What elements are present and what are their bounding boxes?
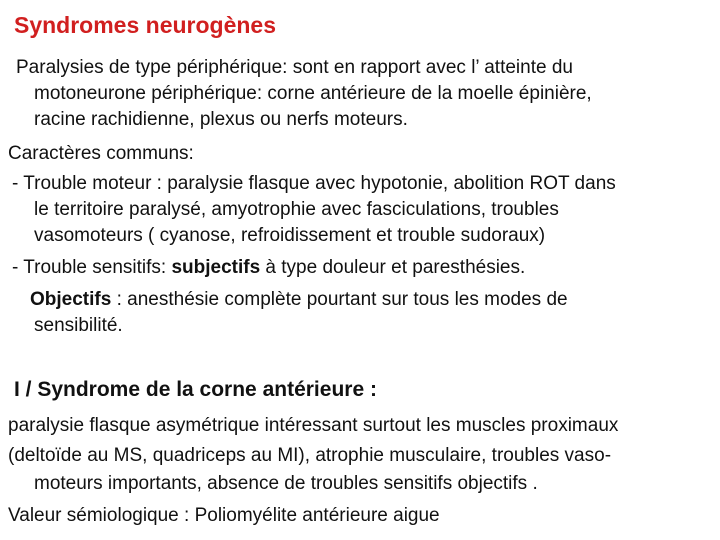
section-title: I / Syndrome de la corne antérieure : [14, 378, 377, 401]
objective-line [30, 288, 568, 312]
sensory-line [12, 256, 525, 280]
motor-line-2: le territoire paralysé, amyotrophie avec fasciculations, troubles [34, 199, 559, 220]
subjective-text: à type douleur et paresthésies. [260, 257, 526, 278]
common-heading: Caractères communs: [8, 143, 194, 164]
objective-line-2: sensibilité. [34, 315, 123, 336]
para1-line-2: motoneurone périphérique: corne antérieure de la moelle épinière, [34, 83, 592, 104]
para1-line-3: racine rachidienne, plexus ou nerfs moteurs. [34, 109, 408, 130]
section-body-line-3: moteurs importants, absence de troubles sensitifs objectifs . [34, 473, 538, 494]
motor-line-3: vasomoteurs ( cyanose, refroidissement et trouble sudoraux) [34, 225, 546, 246]
subjective-label: subjectifs [171, 257, 261, 278]
section-body-line-4: Valeur sémiologique : Poliomyélite antérieure aigue [8, 505, 440, 526]
objective-label: Objectifs [30, 289, 112, 310]
section-body-line-2: (deltoïde au MS, quadriceps au MI), atrophie musculaire, troubles vaso- [8, 445, 612, 466]
objective-text: : anesthésie complète pourtant sur tous les modes de [111, 289, 568, 310]
section-body-line-1: paralysie flasque asymétrique intéressant surtout les muscles proximaux [8, 415, 619, 436]
motor-line-1: - Trouble moteur : paralysie flasque avec hypotonie, abolition ROT dans [12, 173, 616, 194]
slide-title: Syndromes neurogènes [14, 12, 277, 38]
para1-line-1: Paralysies de type périphérique: sont en rapport avec l’ atteinte du [16, 57, 573, 78]
sensory-prefix: - Trouble sensitifs: [12, 257, 172, 278]
